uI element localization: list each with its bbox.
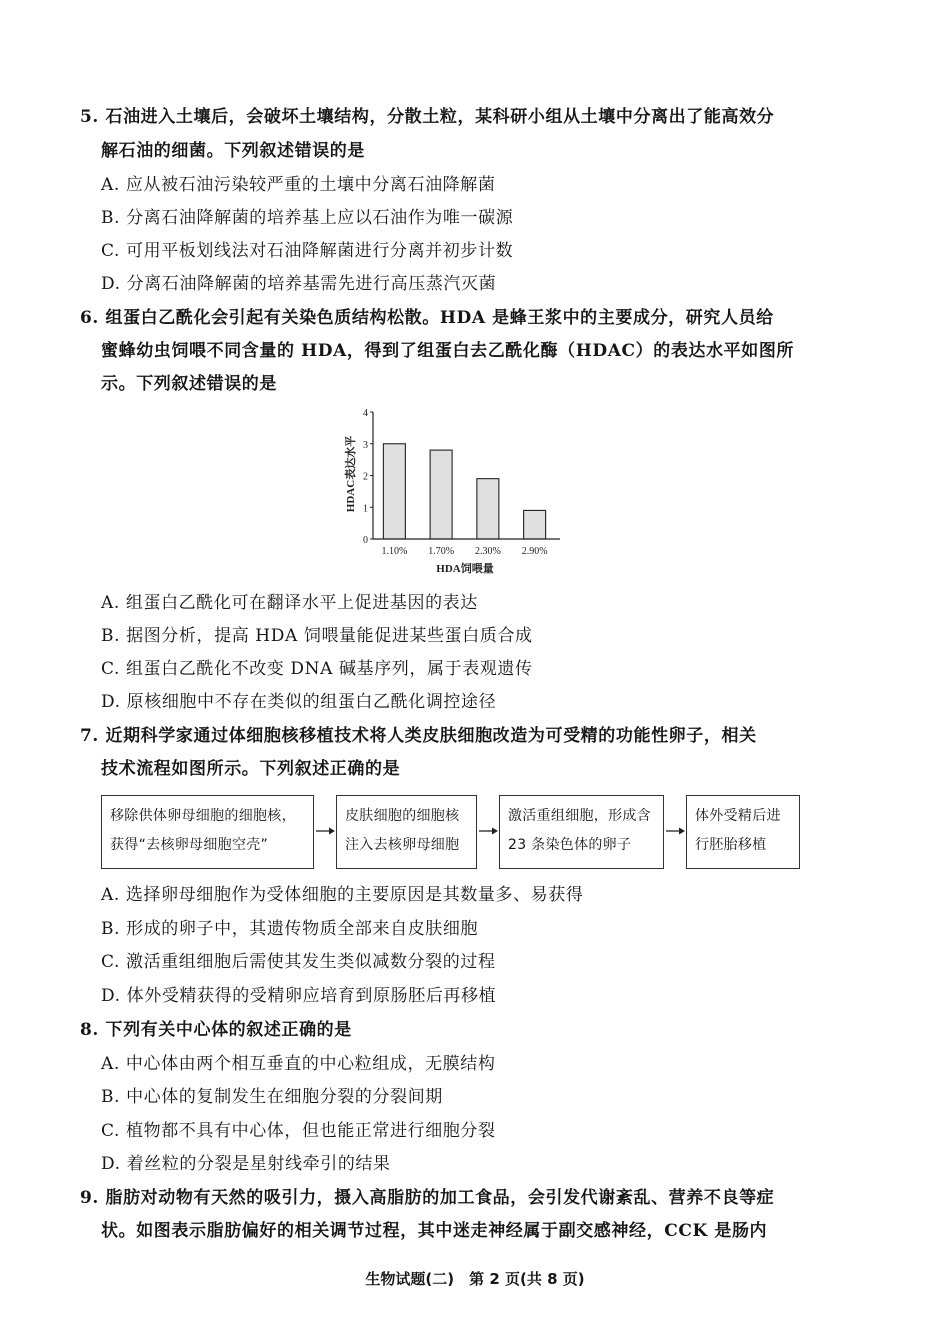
q8-option-c: C. 植物都不具有中心体，但也能正常进行细胞分裂 xyxy=(101,1121,496,1141)
flow-arrow-icon xyxy=(477,826,499,836)
q6-stem-line1: 6. 组蛋白乙酰化会引起有关染色质结构松散。HDA 是蜂王浆中的主要成分，研究人员给 xyxy=(80,308,774,328)
y-tick-label: 1 xyxy=(363,503,368,515)
q5-option-d: D. 分离石油降解菌的培养基需先进行高压蒸汽灭菌 xyxy=(101,274,497,294)
q8-stem: 8. 下列有关中心体的叙述正确的是 xyxy=(80,1020,352,1040)
flow-step-1-line1: 移除供体卵母细胞的细胞核， xyxy=(110,808,296,824)
y-axis-label: HDAC表达水平 xyxy=(345,435,357,513)
flow-step-4 xyxy=(686,795,800,869)
flow-step-3 xyxy=(499,795,664,869)
q9-stem-line1: 9. 脂肪对动物有天然的吸引力，摄入高脂肪的加工食品，会引发代谢紊乱、营养不良等症 xyxy=(80,1188,775,1208)
flow-step-1-line2: 获得“去核卵母细胞空壳” xyxy=(110,837,269,853)
chart-svg xyxy=(330,402,580,580)
q7-option-d: D. 体外受精获得的受精卵应培育到原肠胚后再移植 xyxy=(101,986,497,1006)
q7-option-b: B. 形成的卵子中，其遗传物质全部来自皮肤细胞 xyxy=(101,919,479,939)
flow-arrow-icon xyxy=(314,826,336,836)
flow-step-4-line1: 体外受精后进 xyxy=(695,808,781,824)
hdac-bar-chart xyxy=(330,402,580,580)
q8-option-b: B. 中心体的复制发生在细胞分裂的分裂间期 xyxy=(101,1087,443,1107)
q5-option-a: A. 应从被石油污染较严重的土壤中分离石油降解菌 xyxy=(101,175,496,195)
flow-arrow-icon xyxy=(664,826,686,836)
q6-stem-line2: 蜜蜂幼虫饲喂不同含量的 HDA，得到了组蛋白去乙酰化酶（HDAC）的表达水平如图所 xyxy=(101,341,795,361)
q6-option-d: D. 原核细胞中不存在类似的组蛋白乙酰化调控途径 xyxy=(101,692,497,712)
q8-option-a: A. 中心体由两个相互垂直的中心粒组成，无膜结构 xyxy=(101,1054,496,1074)
flow-step-1 xyxy=(101,795,314,869)
bar-4 xyxy=(524,510,546,539)
q5-option-b: B. 分离石油降解菌的培养基上应以石油作为唯一碳源 xyxy=(101,208,514,228)
x-tick-label: 1.70% xyxy=(428,546,455,557)
y-tick-label: 3 xyxy=(363,439,368,451)
x-tick-label: 2.30% xyxy=(474,546,501,557)
flow-step-3-line2: 23 条染色体的卵子 xyxy=(508,837,632,853)
x-tick-label: 1.10% xyxy=(381,546,408,557)
flow-step-2-line2: 注入去核卵母细胞 xyxy=(345,837,460,853)
q5-option-c: C. 可用平板划线法对石油降解菌进行分离并初步计数 xyxy=(101,241,514,261)
q7-option-a: A. 选择卵母细胞作为受体细胞的主要原因是其数量多、易获得 xyxy=(101,885,584,905)
y-tick-label: 2 xyxy=(363,471,368,483)
x-tick-label: 2.90% xyxy=(521,546,548,557)
flow-step-2-line1: 皮肤细胞的细胞核 xyxy=(345,808,460,824)
q6-option-a: A. 组蛋白乙酰化可在翻译水平上促进基因的表达 xyxy=(101,593,478,613)
flow-step-4-line2: 行胚胎移植 xyxy=(695,837,767,853)
bar-3 xyxy=(477,479,499,539)
q9-stem-line2: 状。如图表示脂肪偏好的相关调节过程，其中迷走神经属于副交感神经，CCK 是肠内 xyxy=(101,1221,768,1241)
bar-2 xyxy=(430,450,452,539)
q6-option-b: B. 据图分析，提高 HDA 饲喂量能促进某些蛋白质合成 xyxy=(101,626,533,646)
flow-step-2 xyxy=(336,795,477,869)
page-footer: 生物试题(二) 第 2 页(共 8 页) xyxy=(365,1270,585,1288)
flow-step-3-line1: 激活重组细胞，形成含 xyxy=(508,808,651,824)
y-tick-label: 0 xyxy=(363,535,368,546)
q7-stem-line2: 技术流程如图所示。下列叙述正确的是 xyxy=(101,759,401,779)
bar-1 xyxy=(383,444,405,539)
q5-stem-line1: 5. 石油进入土壤后，会破坏土壤结构，分散土粒，某科研小组从土壤中分离出了能高效分 xyxy=(80,107,775,127)
q6-stem-line3: 示。下列叙述错误的是 xyxy=(101,374,277,394)
q7-stem-line1: 7. 近期科学家通过体细胞核移植技术将人类皮肤细胞改造为可受精的功能性卵子，相关 xyxy=(80,726,757,746)
x-axis-label: HDA饲喂量 xyxy=(436,563,494,575)
q5-stem-line2: 解石油的细菌。下列叙述错误的是 xyxy=(101,141,365,161)
q8-option-d: D. 着丝粒的分裂是星射线牵引的结果 xyxy=(101,1154,391,1174)
q7-option-c: C. 激活重组细胞后需使其发生类似减数分裂的过程 xyxy=(101,952,496,972)
y-tick-label: 4 xyxy=(363,408,368,419)
q6-option-c: C. 组蛋白乙酰化不改变 DNA 碱基序列，属于表观遗传 xyxy=(101,659,533,679)
